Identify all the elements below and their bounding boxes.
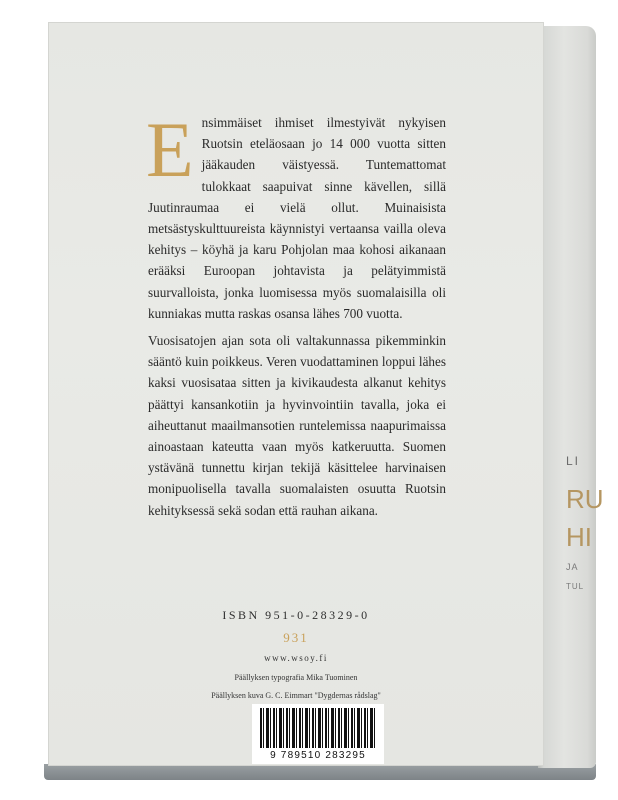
blurb-text bbox=[146, 106, 446, 521]
blurb-paragraph-1 bbox=[146, 106, 446, 324]
spine-title-fragment-1: RU bbox=[566, 484, 604, 514]
spine-subtitle-fragment: JA bbox=[566, 562, 579, 572]
spine-translator-fragment: TUL bbox=[566, 582, 585, 591]
book-bottom-edge bbox=[44, 764, 596, 780]
publisher-website: www.wsoy.fi bbox=[264, 653, 328, 663]
drop-cap-letter: E bbox=[146, 106, 194, 193]
typography-credit: Päällyksen typografia Mika Tuominen bbox=[234, 673, 358, 682]
cover-image-credit: Päällyksen kuva G. C. Eimmart "Dygdernas rådslag" bbox=[211, 691, 381, 700]
back-cover bbox=[48, 22, 544, 766]
barcode-bars bbox=[260, 708, 376, 748]
spine-title-fragment-2: HI bbox=[566, 522, 592, 552]
paragraph-1-text: nsimmäiset ihmiset ilmestyivät nykyisen Ruotsin eteläosaan jo 14 000 vuotta sitten jääkauden väistyessä. Tuntemattomat tulokkaat saapuivat sinne kävellen, sillä Juutinraumaa ei vielä ollut. Muinaisista metsästyskulttuureista käynnistyi vertaansa vailla oleva kehitys – köyhä ja karu Pohjolan maa kohosi aikanaan erääksi Euroopan johtavista ja pelätyimmistä suurvalloista, jonka luomisessa myös suomalaisilla oli kunniakas mutta raskas osansa lähes 700 vuotta. bbox=[148, 115, 446, 321]
blurb-paragraph-2: Vuosisatojen ajan sota oli valtakunnassa pikemminkin sääntö kuin poikkeus. Veren vuodattaminen loppui lähes kaksi vuosisataa sitten ja kivikaudesta alkanut kehitys päättyi kansankotiin ja hyvinvointiin tavalla, joka ei aiheuttanut maailmansotien runtelemissa naapurimaissa ainoastaan kateutta vaan myös katkeruutta. Suomen ystävänä tunnettu kirjan tekijä käsittelee harvinaisen monipuolisella tavalla suomalaisten osuutta Ruotsin kehityksessä sekä sodan että rauhan aikana. bbox=[148, 333, 446, 518]
spine-author-fragment: LI bbox=[566, 454, 581, 468]
book-spine bbox=[538, 26, 604, 768]
isbn-line: ISBN 951-0-28329-0 bbox=[222, 608, 370, 622]
classification-number: 931 bbox=[283, 630, 309, 645]
barcode-label bbox=[252, 704, 384, 764]
barcode-number: 9 789510 283295 bbox=[270, 750, 366, 761]
